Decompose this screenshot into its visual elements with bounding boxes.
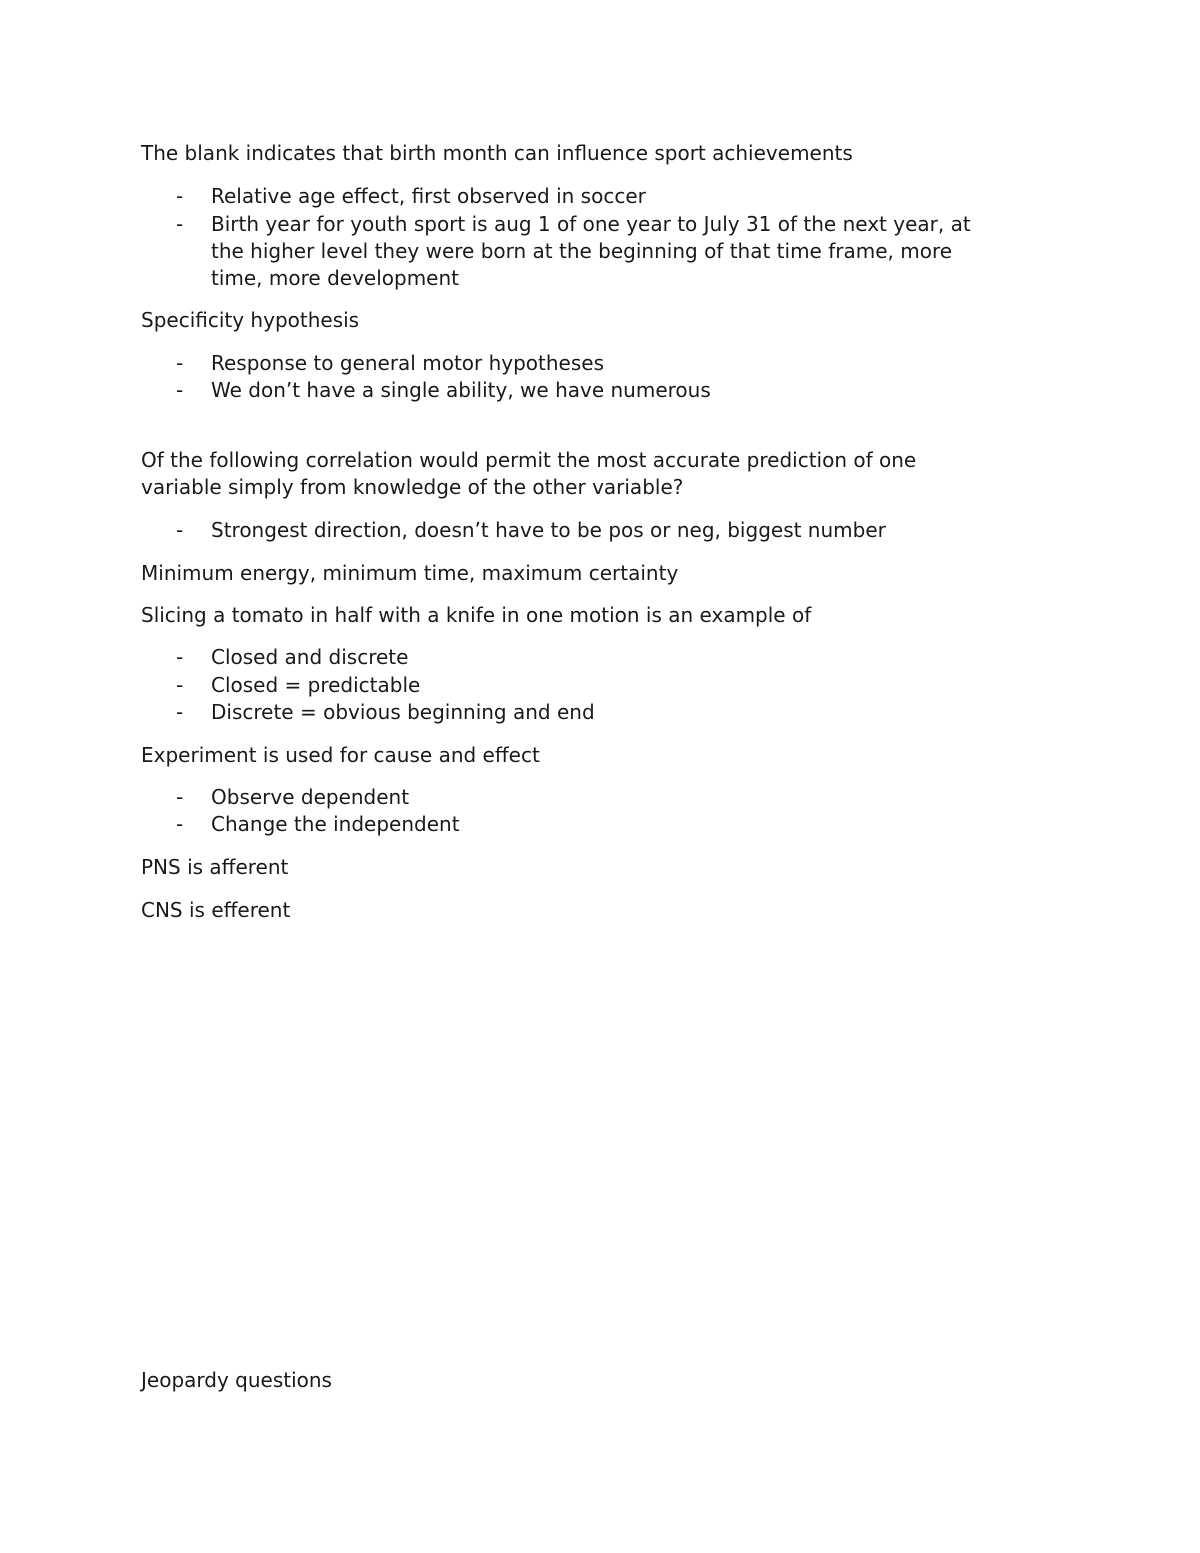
list-item-text: Change the independent [211, 812, 460, 836]
bullet-dash: - [176, 645, 184, 669]
list-item-text: Relative age effect, first observed in soccer [211, 184, 646, 208]
paragraph-experiment: Experiment is used for cause and effect [141, 743, 540, 767]
list-item-text: Discrete = obvious beginning and end [211, 700, 595, 724]
list-item-text: Observe dependent [211, 785, 410, 809]
list-item-text: Closed and discrete [211, 645, 409, 669]
bullet-dash: - [176, 378, 184, 402]
paragraph-tomato-question: Slicing a tomato in half with a knife in one motion is an example of [141, 603, 812, 627]
paragraph-pns: PNS is afferent [141, 855, 289, 879]
paragraph-cns: CNS is efferent [141, 898, 291, 922]
paragraph-line: Of the following correlation would permit the most accurate prediction of one [141, 448, 917, 472]
list-item-text [211, 211, 1041, 292]
bullet-dash: - [176, 812, 184, 836]
paragraph-correlation-question [141, 447, 1041, 501]
bullet-dash: - [176, 351, 184, 375]
list-item-line: the higher level they were born at the beginning of that time frame, more [211, 239, 953, 263]
bullet-dash: - [176, 184, 184, 208]
bullet-dash: - [176, 673, 184, 697]
list-item-text: Response to general motor hypotheses [211, 351, 605, 375]
list-item-line: Birth year for youth sport is aug 1 of one year to July 31 of the next year, at [211, 212, 971, 236]
paragraph-relative-age-question: The blank indicates that birth month can influence sport achievements [141, 141, 853, 165]
bullet-dash: - [176, 700, 184, 724]
list-item-text: We don’t have a single ability, we have numerous [211, 378, 711, 402]
paragraph-jeopardy-heading: Jeopardy questions [141, 1368, 332, 1392]
paragraph-line: variable simply from knowledge of the other variable? [141, 475, 684, 499]
paragraph-specificity-hypothesis: Specificity hypothesis [141, 308, 360, 332]
list-item-line: time, more development [211, 266, 459, 290]
paragraph-minimum-energy: Minimum energy, minimum time, maximum certainty [141, 561, 679, 585]
bullet-dash: - [176, 518, 184, 542]
bullet-dash: - [176, 212, 184, 236]
bullet-dash: - [176, 785, 184, 809]
list-item-text: Strongest direction, doesn’t have to be pos or neg, biggest number [211, 518, 886, 542]
list-item-text: Closed = predictable [211, 673, 421, 697]
